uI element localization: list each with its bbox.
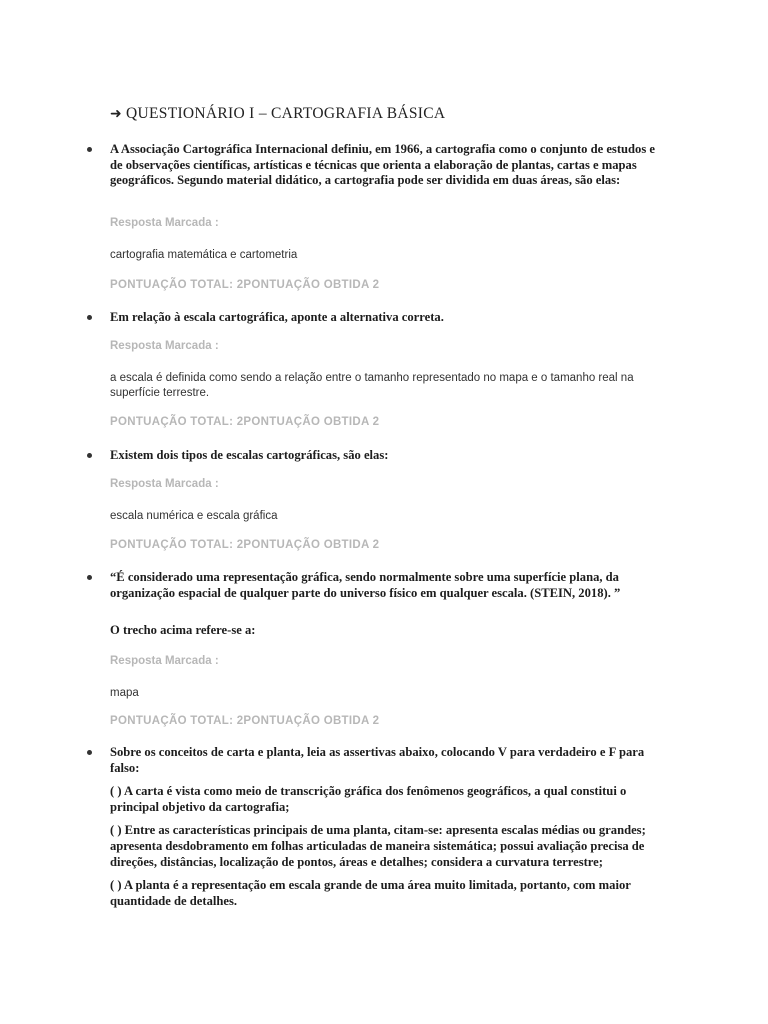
score-text: PONTUAÇÃO TOTAL: 2PONTUAÇÃO OBTIDA 2 (110, 416, 380, 428)
score-text: PONTUAÇÃO TOTAL: 2PONTUAÇÃO OBTIDA 2 (110, 539, 380, 551)
score-text: PONTUAÇÃO TOTAL: 2PONTUAÇÃO OBTIDA 2 (110, 715, 380, 727)
answer-label: Resposta Marcada : (110, 478, 219, 490)
arrow-right-icon: ➜ (110, 106, 123, 122)
question-3 (110, 448, 655, 551)
answer-text: escala numérica e escala gráfica (110, 510, 278, 522)
question-1 (110, 142, 655, 291)
question-text: “É considerado uma representação gráfica, sendo normalmente sobre uma superfície plana, da organização espacial de qualquer parte do universo físico em qualquer escala. (STEIN, 2018). ” (110, 570, 621, 600)
bullet-icon (87, 147, 92, 152)
question-text: Em relação à escala cartográfica, aponte a alternativa correta. (110, 310, 444, 324)
answer-label: Resposta Marcada : (110, 655, 219, 667)
title-text: QUESTIONÁRIO I – CARTOGRAFIA BÁSICA (126, 105, 446, 122)
question-2 (110, 310, 655, 428)
question-4 (110, 570, 655, 727)
bullet-icon (87, 750, 92, 755)
answer-text: mapa (110, 687, 139, 699)
question-subtext: O trecho acima refere-se a: (110, 623, 256, 637)
question-5 (110, 745, 655, 917)
bullet-icon (87, 315, 92, 320)
assertive-item: ( ) Entre as características principais de uma planta, citam-se: apresenta escalas médias ou grandes; apresenta desdobramento em folhas articuladas de maneira sistemática; possui avaliação precisa de direções, distâncias, localização de pontos, áreas e detalhes; considera a curvatura terrestre; (110, 823, 646, 869)
question-text: A Associação Cartográfica Internacional definiu, em 1966, a cartografia como o conjunto de estudos e de observações científicas, artísticas e técnicas que orienta a elaboração de plantas, cartas e mapas geográficos. Segundo material didático, a cartografia pode ser dividida em duas áreas, são elas: (110, 142, 655, 188)
answer-label: Resposta Marcada : (110, 340, 219, 352)
question-text: Existem dois tipos de escalas cartográficas, são elas: (110, 448, 389, 462)
assertive-item: ( ) A planta é a representação em escala grande de uma área muito limitada, portanto, com maior quantidade de detalhes. (110, 878, 631, 908)
assertive-item: ( ) A carta é vista como meio de transcrição gráfica dos fenômenos geográficos, a qual constitui o principal objetivo da cartografia; (110, 784, 627, 814)
question-text: Sobre os conceitos de carta e planta, leia as assertivas abaixo, colocando V para verdadeiro e F para falso: (110, 745, 645, 775)
answer-label: Resposta Marcada : (110, 217, 219, 229)
bullet-icon (87, 575, 92, 580)
answer-text: a escala é definida como sendo a relação entre o tamanho representado no mapa e o tamanho real na superfície terrestre. (110, 372, 634, 399)
page-title (110, 105, 445, 123)
bullet-icon (87, 453, 92, 458)
answer-text: cartografia matemática e cartometria (110, 249, 298, 261)
score-text: PONTUAÇÃO TOTAL: 2PONTUAÇÃO OBTIDA 2 (110, 279, 380, 291)
